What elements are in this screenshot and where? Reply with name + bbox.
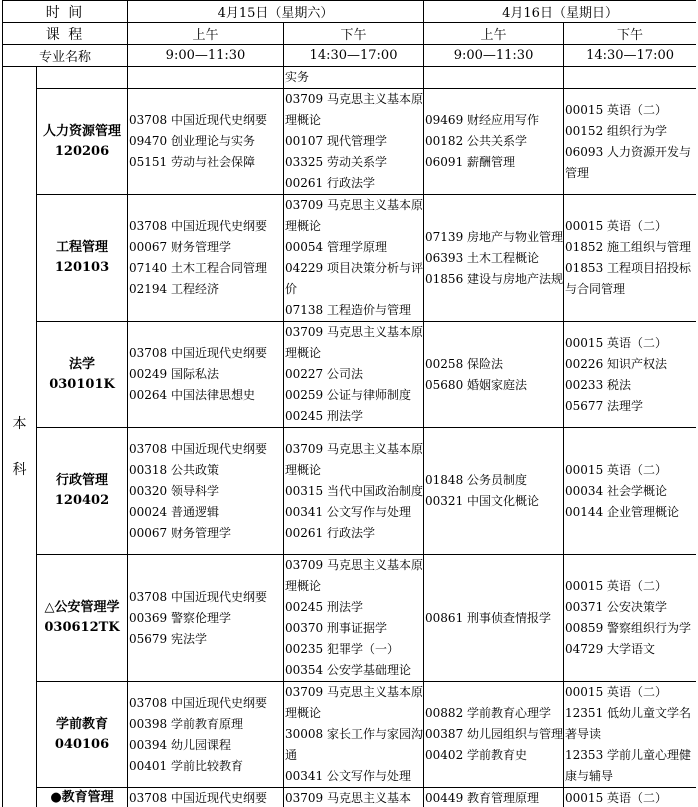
overflow-row — [3, 67, 697, 89]
major-name: △公安管理学 — [44, 600, 120, 615]
course-item: 00882 学前教育心理学 — [425, 706, 552, 720]
table-row — [3, 428, 697, 555]
d2-pm-courses — [564, 555, 696, 682]
course-item: 00318 公共政策 — [129, 462, 220, 477]
course-item: 00258 保险法 — [425, 356, 504, 371]
level-char: 科 — [12, 462, 27, 478]
d1-am-courses — [128, 555, 284, 682]
time-label: 时 间 — [3, 1, 128, 23]
major-code: 030101K — [49, 376, 115, 392]
course-item: 12353 学前儿童心理健康与辅导 — [565, 748, 692, 783]
d1-am-courses — [128, 682, 284, 788]
course-label: 课 程 — [3, 23, 128, 45]
course-item: 05677 法理学 — [565, 398, 644, 413]
course-item: 00264 中国法律思想史 — [129, 388, 256, 402]
table-row — [3, 682, 697, 788]
course-item: 00402 学前教育史 — [425, 748, 528, 762]
header-row-session — [3, 23, 697, 45]
course-item: 00024 普通逻辑 — [129, 504, 220, 519]
course-item: 00015 英语（二） — [565, 102, 668, 117]
course-item: 03709 马克思主义基本 — [285, 791, 412, 805]
course-item: 00226 知识产权法 — [565, 356, 668, 371]
course-item: 03708 中国近现代史纲要 — [129, 791, 268, 805]
course-item: 00341 公文写作与处理 — [285, 504, 412, 519]
course-item: 07140 土木工程合同管理 — [129, 261, 268, 275]
d2-am-courses — [424, 788, 564, 807]
course-item: 06393 土木工程概论 — [425, 250, 540, 265]
course-item: 07139 房地产与物业管理 — [425, 229, 564, 244]
day2-pm-time: 14:30—17:00 — [564, 45, 696, 67]
major-name: 工程管理 — [56, 240, 109, 255]
course-item: 03708 中国近现代史纲要 — [129, 113, 268, 127]
course-item: 00144 企业管理概论 — [565, 504, 680, 519]
course-item: 09470 创业理论与实务 — [129, 134, 256, 148]
course-item: 07138 工程造价与管理 — [285, 303, 412, 317]
course-item: 00015 英语（二） — [565, 685, 668, 699]
course-item: 00152 组织行为学 — [565, 123, 668, 138]
major-label: 专业名称 — [3, 45, 128, 67]
d2-pm-courses — [564, 682, 696, 788]
major-name: 法学 — [69, 356, 96, 372]
course-item: 00245 刑法学 — [285, 409, 364, 423]
course-item: 02194 工程经济 — [129, 282, 220, 296]
header-row-hours — [3, 45, 697, 67]
d1-am-courses — [128, 195, 284, 322]
table-row — [3, 89, 697, 195]
major-name: 人力资源管理 — [43, 123, 122, 139]
exam-schedule-table — [2, 0, 696, 807]
course-item: 00261 行政法学 — [285, 525, 376, 540]
d1-pm-courses — [284, 555, 424, 682]
course-item: 00015 英语（二） — [565, 462, 668, 477]
course-item: 01853 工程项目招投标与合同管理 — [565, 261, 692, 296]
d2-am-courses — [424, 428, 564, 555]
day2-am-label: 上午 — [424, 23, 564, 45]
course-item: 00354 公安学基础理论 — [285, 663, 412, 677]
day1-pm-label: 下午 — [284, 23, 424, 45]
d2-am-courses — [424, 682, 564, 788]
table-row — [3, 788, 697, 807]
course-item: 00859 警察组织行为学 — [565, 621, 692, 635]
course-item: 00369 警察伦理学 — [129, 610, 232, 625]
header-row-time — [3, 1, 697, 23]
course-item: 00315 当代中国政治制度 — [285, 483, 424, 498]
course-item: 00321 中国文化概论 — [425, 494, 540, 508]
course-item: 09469 财经应用写作 — [425, 113, 540, 127]
day2-label: 4月16日（星期日） — [424, 1, 696, 23]
course-item: 12351 低幼儿童文学名著导读 — [565, 706, 692, 741]
d1-pm-courses — [284, 195, 424, 322]
course-item: 05679 宪法学 — [129, 631, 208, 646]
course-item: 00067 财务管理学 — [129, 240, 232, 254]
course-item: 00182 公共关系学 — [425, 134, 528, 148]
d2-am-courses — [424, 195, 564, 322]
d1-am-courses — [128, 89, 284, 195]
table-row — [3, 195, 697, 322]
course-item: 00054 管理学原理 — [285, 240, 388, 254]
d2-am-courses — [424, 89, 564, 195]
course-item: 00861 刑事侦查情报学 — [425, 610, 552, 625]
course-item: 00015 英语（二） — [565, 579, 668, 593]
course-item: 01852 施工组织与管理 — [565, 240, 692, 254]
d1-pm-courses — [284, 682, 424, 788]
d1-pm-courses — [284, 428, 424, 555]
course-item: 03708 中国近现代史纲要 — [129, 219, 268, 233]
course-item: 03708 中国近现代史纲要 — [129, 441, 268, 456]
course-item: 03709 马克思主义基本原理概论 — [285, 441, 424, 477]
d2-am-courses — [424, 322, 564, 428]
course-item: 03709 马克思主义基本原理概论 — [285, 325, 424, 360]
major-code: 030612TK — [44, 620, 120, 635]
course-item: 00015 英语（二） — [565, 335, 668, 350]
course-item: 00245 刑法学 — [285, 600, 364, 614]
overflow-text: 实务 — [284, 67, 424, 89]
course-item: 04729 大学语文 — [565, 642, 656, 656]
course-item: 03708 中国近现代史纲要 — [129, 346, 268, 360]
course-item: 03709 马克思主义基本原理概论 — [285, 558, 424, 593]
course-item: 00370 刑事证据学 — [285, 621, 388, 635]
table-row — [3, 555, 697, 682]
course-item: 00233 税法 — [565, 377, 632, 392]
major-name: ●教育管理 — [50, 790, 114, 805]
day1-label: 4月15日（星期六） — [128, 1, 424, 23]
day2-am-time: 9:00—11:30 — [424, 45, 564, 67]
d1-am-courses — [128, 428, 284, 555]
d2-am-courses — [424, 555, 564, 682]
course-item: 00249 国际私法 — [129, 367, 220, 381]
course-item: 00015 英语（二） — [565, 219, 668, 233]
course-item: 04229 项目决策分析与评价 — [285, 261, 424, 296]
course-item: 06091 薪酬管理 — [425, 155, 516, 169]
d2-pm-courses — [564, 788, 696, 807]
course-item: 00261 行政法学 — [285, 176, 376, 190]
course-item: 00227 公司法 — [285, 367, 364, 381]
table-row — [3, 322, 697, 428]
course-item: 00371 公安决策学 — [565, 600, 668, 614]
major-code: 040106 — [54, 736, 110, 752]
day1-am-time: 9:00—11:30 — [128, 45, 284, 67]
day1-am-label: 上午 — [128, 23, 284, 45]
course-item: 01856 建设与房地产法规 — [425, 271, 564, 286]
exam-schedule-sheet — [2, 0, 696, 807]
d1-am-courses — [128, 322, 284, 428]
level-char: 本 — [12, 416, 27, 432]
course-item: 01848 公务员制度 — [425, 473, 528, 487]
major-name: 行政管理 — [56, 473, 109, 488]
course-item: 03708 中国近现代史纲要 — [129, 695, 268, 710]
course-item: 03709 马克思主义基本原理概论 — [285, 685, 424, 720]
course-item: 00387 幼儿园组织与管理 — [425, 727, 564, 741]
course-item: 00401 学前比较教育 — [129, 758, 244, 773]
course-item: 05151 劳动与社会保障 — [129, 155, 256, 169]
course-item: 00235 犯罪学（一） — [285, 642, 400, 656]
d2-pm-courses — [564, 428, 696, 555]
course-item: 03325 劳动关系学 — [285, 155, 388, 169]
course-item: 00341 公文写作与处理 — [285, 769, 412, 783]
d1-pm-courses — [284, 89, 424, 195]
major-code: 120402 — [54, 493, 110, 508]
course-item: 00320 领导科学 — [129, 483, 220, 498]
d2-pm-courses — [564, 195, 696, 322]
d1-am-courses — [128, 788, 284, 807]
course-item: 00107 现代管理学 — [285, 134, 388, 148]
d2-pm-courses — [564, 89, 696, 195]
course-item: 03709 马克思主义基本原理概论 — [285, 92, 424, 127]
major-name: 学前教育 — [56, 716, 109, 732]
course-item: 00398 学前教育原理 — [129, 716, 244, 731]
course-item: 00034 社会学概论 — [565, 483, 668, 498]
level-cell — [3, 67, 37, 807]
course-item: 03708 中国近现代史纲要 — [129, 589, 268, 604]
course-item: 00259 公证与律师制度 — [285, 388, 412, 402]
course-item: 00394 幼儿园课程 — [129, 737, 232, 752]
day2-pm-label: 下午 — [564, 23, 696, 45]
course-item: 00015 英语（二） — [565, 791, 668, 805]
course-item: 00449 教育管理原理 — [425, 791, 540, 805]
major-code: 120103 — [54, 260, 110, 275]
course-item: 06093 人力资源开发与管理 — [565, 144, 692, 180]
d1-pm-courses — [284, 788, 424, 807]
course-item: 30008 家长工作与家园沟通 — [285, 727, 424, 762]
d2-pm-courses — [564, 322, 696, 428]
major-code: 120206 — [54, 143, 110, 159]
day1-pm-time: 14:30—17:00 — [284, 45, 424, 67]
course-item: 00067 财务管理学 — [129, 525, 232, 540]
d1-pm-courses — [284, 322, 424, 428]
course-item: 05680 婚姻家庭法 — [425, 377, 528, 392]
course-item: 03709 马克思主义基本原理概论 — [285, 198, 424, 233]
